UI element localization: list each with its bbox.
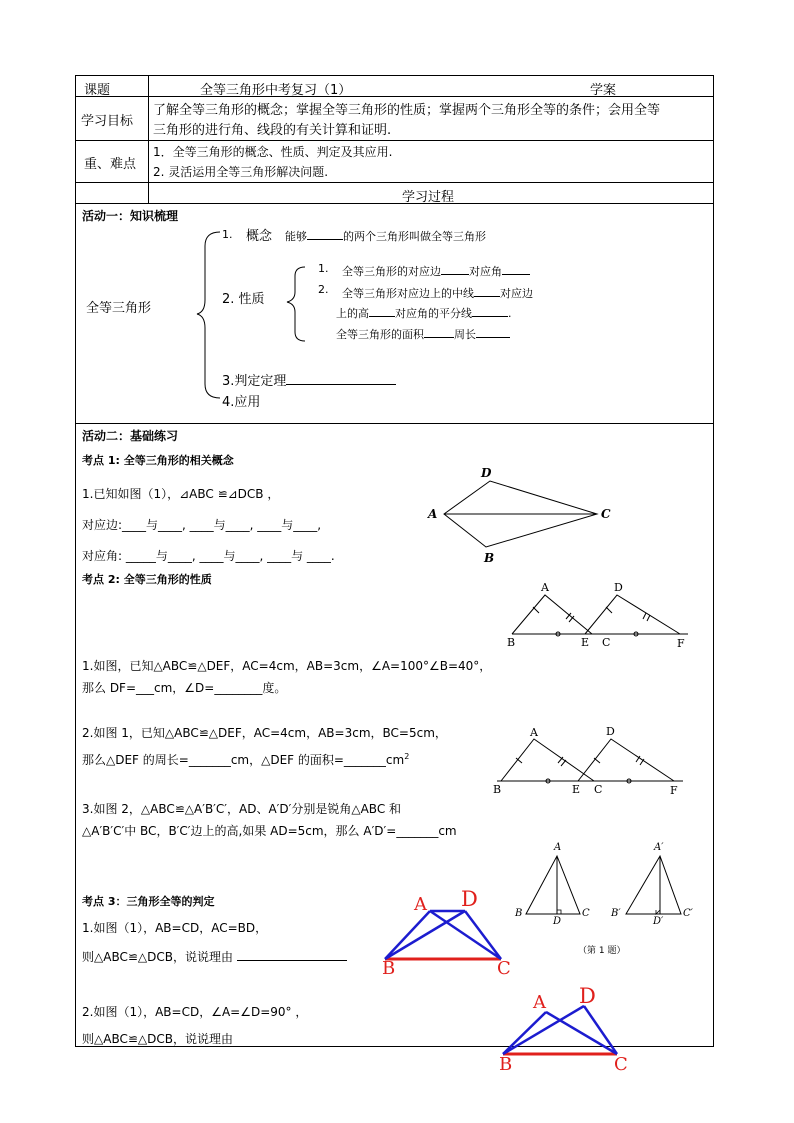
f2-label-e: E [581,636,590,649]
f1-label-a: A [428,507,438,521]
process-title: 学习过程 [402,190,455,205]
f3-label-b: B [493,783,502,796]
activity2-title: 活动二：基础练习 [82,429,179,443]
concept-text: 能够 的两个三角形叫做全等三角形 [285,230,486,243]
f6-label-d: D [579,984,596,1008]
k1-title: 考点 1: 全等三角形的相关概念 [82,454,234,467]
k1-q1-edges: 对应边:____与____, ____与____, ____与____, [82,518,322,532]
key-line-1: 1．全等三角形的概念、性质、判定及其应用. [153,145,393,159]
k2-q2-line2: 那么△DEF 的周长=_______cm，△DEF 的面积$=\_\_\_\_\_\_\_cm^2$ [82,752,410,767]
k2-q3-line1: 3.如图 2，△ABC≌△A′B′C′，AD、A′D′分别是锐角△ABC 和 [82,802,402,816]
k1-q1-angles: 对应角: _____与____, ____与____, ____与 ____. [82,549,335,563]
f2-label-c: C [602,636,611,649]
k2-q1-line2: 那么 DF=___cm，∠D=________度。 [82,681,287,695]
goal-line-1: 了解全等三角形的概念；掌握全等三角形的性质；掌握两个三角形全等的条件；会用全等 [153,103,661,118]
f1-label-c: C [601,507,611,521]
k3-q2-line2: 则△ABC≌△DCB，说说理由 [82,1032,233,1046]
f5-label-a: A [414,894,427,915]
prop2: 全等三角形对应边上的中线 对应边 [342,287,533,300]
f2-label-d: D [614,581,623,594]
apply-label: 4.应用 [222,395,261,410]
f4-label-b-prime: B′ [611,908,621,919]
key-line-2: 2. 灵活运用全等三角形解决问题. [153,165,329,179]
f4-label-c-prime: C′ [683,908,693,919]
goal-label: 学习目标 [81,114,134,129]
k2-title: 考点 2: 全等三角形的性质 [82,573,212,586]
prop4: 全等三角形的面积 周长 [336,326,510,342]
f3-label-a: A [530,726,538,739]
prop1: 全等三角形的对应边 对应角 [342,263,530,279]
k2-q3-line2: △A′B′C′中 BC，B′C′边上的高,如果 AD=5cm，那么 A′D′=_______cm [82,824,457,838]
property-label: 2. 性质 [222,292,265,307]
goal-line-2: 三角形的进行角、线段的有关计算和证明. [153,123,392,138]
k1-q1: 1.已知如图（1），⊿ABC ≌⊿DCB ， [82,487,280,501]
key-label: 重、难点 [84,157,137,172]
f5-label-b: B [382,958,396,979]
f3-label-f: F [670,784,678,797]
k2-q1-line1: 1.如图，已知△ABC≌△DEF，AC=4cm，AB=3cm，∠A=100°∠B=40°， [82,659,492,673]
f4-label-d: D [553,916,562,927]
prop3: 上的高 对应角的平分线 . [336,307,512,320]
concept-label: 概念 [246,229,273,244]
f2-label-b: B [507,636,516,649]
f6-label-b: B [499,1054,513,1075]
f4-label-a-prime: A′ [654,842,664,853]
f6-label-c: C [614,1054,628,1075]
f6-label-a: A [533,992,546,1013]
f3-label-e: E [572,783,581,796]
prop2-num: 2. [318,283,329,296]
f5-label-c: C [497,958,511,979]
activity1-title: 活动一：知识梳理 [82,209,179,223]
topic-label: 课题 [84,83,111,98]
f3-label-c: C [594,783,603,796]
k3-q2-line1: 2.如图（1），AB=CD，∠A=∠D=90° ， [82,1005,308,1019]
k3-title: 考点 3：三角形全等的判定 [82,895,215,908]
f1-label-d: D [481,466,492,480]
f3-label-d: D [606,725,615,738]
f1-label-b: B [484,551,495,565]
tree-root: 全等三角形 [86,301,152,316]
f4-label-d-prime: D′ [653,916,664,927]
figure-caption: （第 1 题） [578,946,626,956]
doc-type: 学案 [590,83,617,98]
f2-label-a: A [541,581,549,594]
prop1-num: 1. [318,262,329,275]
judge-label: 3.判定定理 [222,370,396,389]
f4-label-c: C [582,908,590,919]
f5-label-d: D [461,887,478,911]
k3-q1-line1: 1.如图（1），AB=CD，AC=BD， [82,921,268,935]
f4-label-b: B [515,908,523,919]
f4-label-a: A [554,842,562,853]
k2-q2-line1: 2.如图 1，已知△ABC≌△DEF，AC=4cm，AB=3cm，BC=5cm， [82,726,447,740]
k3-q1-line2: 则△ABC≌△DCB，说说理由 [82,948,347,965]
page-title: 全等三角形中考复习（1） [200,83,352,98]
concept-num: 1. [222,228,233,241]
f2-label-f: F [677,637,685,650]
